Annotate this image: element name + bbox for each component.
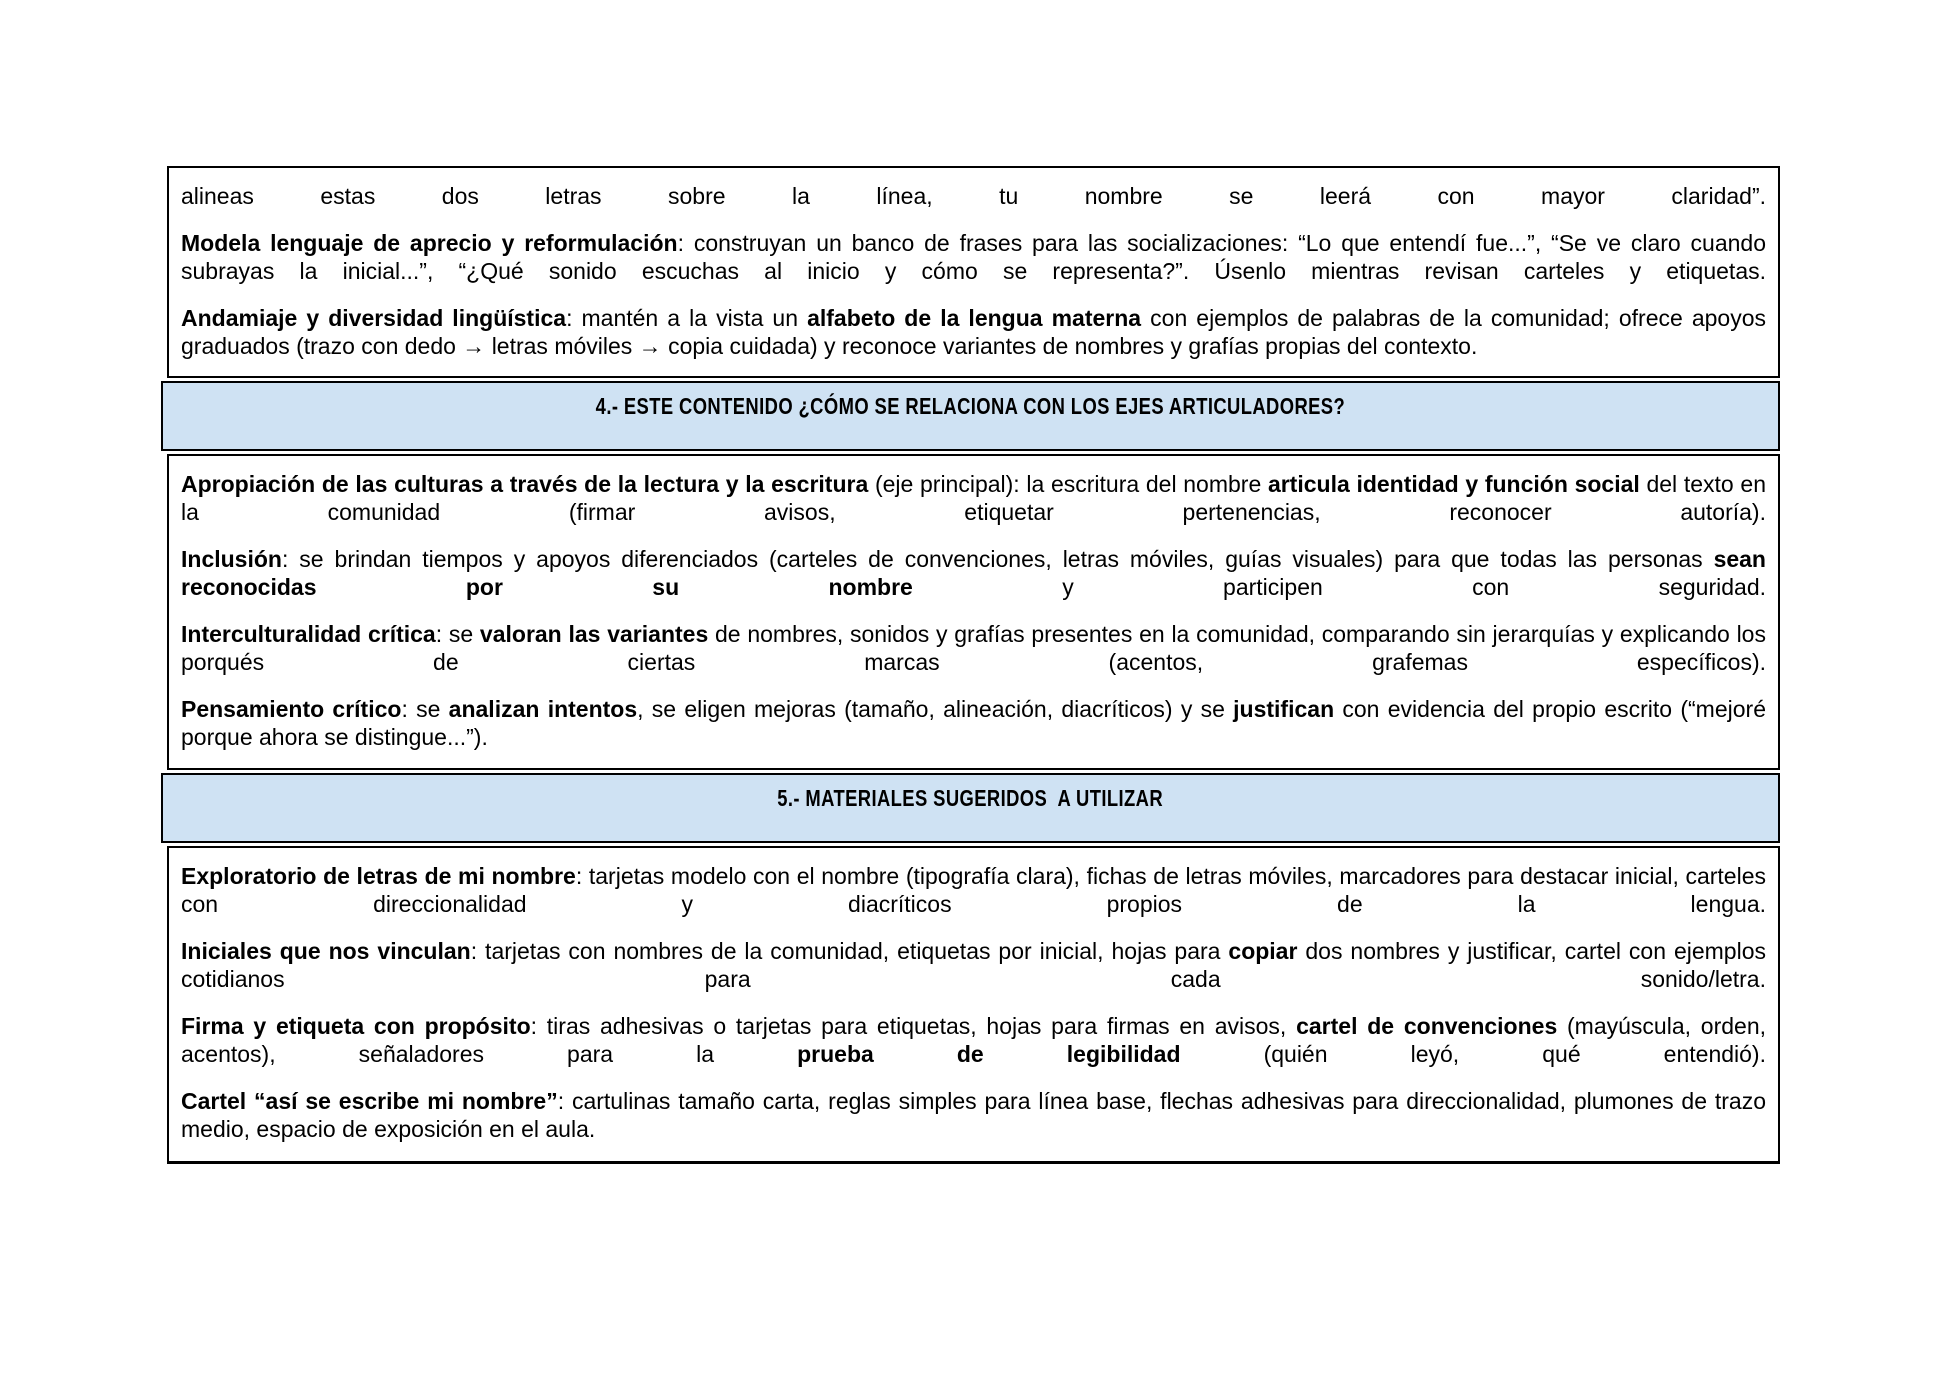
section-header-4 [161,381,1780,451]
paragraph [181,1012,1766,1068]
section-header-4-label: 4.- ESTE CONTENIDO ¿CÓMO SE RELACIONA CON LOS EJES ARTICULADORES? [595,393,1346,419]
bold-text-run: justifican [1233,696,1335,722]
text-run: , se eligen mejoras (tamaño, alineación, diacríticos) y se [637,696,1234,722]
bold-text-run: articula identidad y función social [1267,471,1640,497]
text-run: : mantén a la vista un [566,305,808,331]
text-run: : se brindan tiempos y apoyos diferenciados (carteles de convenciones, letras móviles, guías visuales) para que todas las personas [281,546,1714,572]
paragraph [181,182,1766,210]
text-run: (quién leyó, qué entendió). [1180,1041,1766,1067]
paragraph [181,1087,1766,1143]
text-run: y participen con seguridad. [912,574,1766,600]
bold-text-run: prueba de legibilidad [797,1041,1181,1067]
bold-text-run: Modela lenguaje de aprecio y reformulación [181,230,678,256]
section-intro-text [167,166,1780,378]
section-header-5 [161,773,1780,843]
text-run: dos nombres y justificar, cartel con ejemplos cotidianos para cada sonido/letra. [181,938,1766,992]
text-run: de nombres, sonidos y grafías presentes en la comunidad, comparando sin jerarquías y explicando los porqués de ciertas marcas (acentos, grafemas específicos). [181,621,1766,675]
bold-text-run: alfabeto de la lengua materna [807,305,1142,331]
text-run: : tarjetas modelo con el nombre (tipografía clara), fichas de letras móviles, marcadores para destacar inicial, carteles con direccionalidad y diacríticos propios de la lengua. [181,863,1767,917]
bold-text-run: Interculturalidad crítica [181,621,436,647]
paragraph [181,620,1766,676]
bold-text-run: copiar [1228,938,1298,964]
text-run: (eje principal): la escritura del nombre [868,471,1268,497]
text-run: : cartulinas tamaño carta, reglas simples para línea base, flechas adhesivas para direccionalidad, plumones de trazo medio, espacio de exposición en el aula. [181,1088,1766,1142]
bold-text-run: valoran las variantes [479,621,709,647]
paragraph [181,470,1766,526]
text-run: del texto en la comunidad (firmar avisos, etiquetar pertenencias, reconocer autoría). [181,471,1767,525]
bold-text-run: analizan intentos [448,696,638,722]
bold-text-run: Firma y etiqueta con propósito [181,1013,531,1039]
paragraph [181,304,1766,360]
text-run: : construyan un banco de frases para las socializaciones: “Lo que entendí fue...”, “Se ve claro cuando subrayas la inicial...”, “¿Qué sonido escuchas al inicio y cómo se representa?”. Úsenlo mientras revisan carteles y etiquetas. [181,230,1766,284]
bold-text-run: Apropiación de las culturas a través de la lectura y la escritura [181,471,869,497]
bold-text-run: Inclusión [181,546,282,572]
paragraph [181,229,1766,285]
text-run: : tiras adhesivas o tarjetas para etiquetas, hojas para firmas en avisos, [530,1013,1297,1039]
text-run: (mayúscula, orden, acentos), señaladores para la [181,1013,1766,1067]
text-run: con ejemplos de palabras de la comunidad; ofrece apoyos graduados (trazo con dedo → letras móviles → copia cuidada) y reconoce variantes de nombres y grafías propias del contexto. [181,305,1766,359]
planning-table [167,166,1780,1164]
text-run: : tarjetas con nombres de la comunidad, etiquetas por inicial, hojas para [470,938,1229,964]
section-materiales-text [167,846,1780,1164]
bold-text-run: Cartel “así se escribe mi nombre” [181,1088,558,1114]
text-run: alineas estas dos letras sobre la línea, tu nombre se leerá con mayor claridad”. [181,183,1766,209]
bold-text-run: Iniciales que nos vinculan [181,938,471,964]
section-ejes-articuladores-text [167,454,1780,770]
section-header-5-label: 5.- MATERIALES SUGERIDOS A UTILIZAR [777,785,1164,811]
text-run: : se [435,621,480,647]
bold-text-run: Exploratorio de letras de mi nombre [181,863,576,889]
bold-text-run: sean reconocidas por su nombre [181,546,1766,600]
bold-text-run: cartel de convenciones [1296,1013,1558,1039]
paragraph [181,862,1766,918]
text-run: : se [401,696,449,722]
text-run: con evidencia del propio escrito (“mejoré porque ahora se distingue...”). [181,696,1766,750]
paragraph [181,695,1766,751]
bold-text-run: Pensamiento crítico [181,696,402,722]
bold-text-run: Andamiaje y diversidad lingüística [181,305,567,331]
paragraph [181,937,1766,993]
paragraph [181,545,1766,601]
